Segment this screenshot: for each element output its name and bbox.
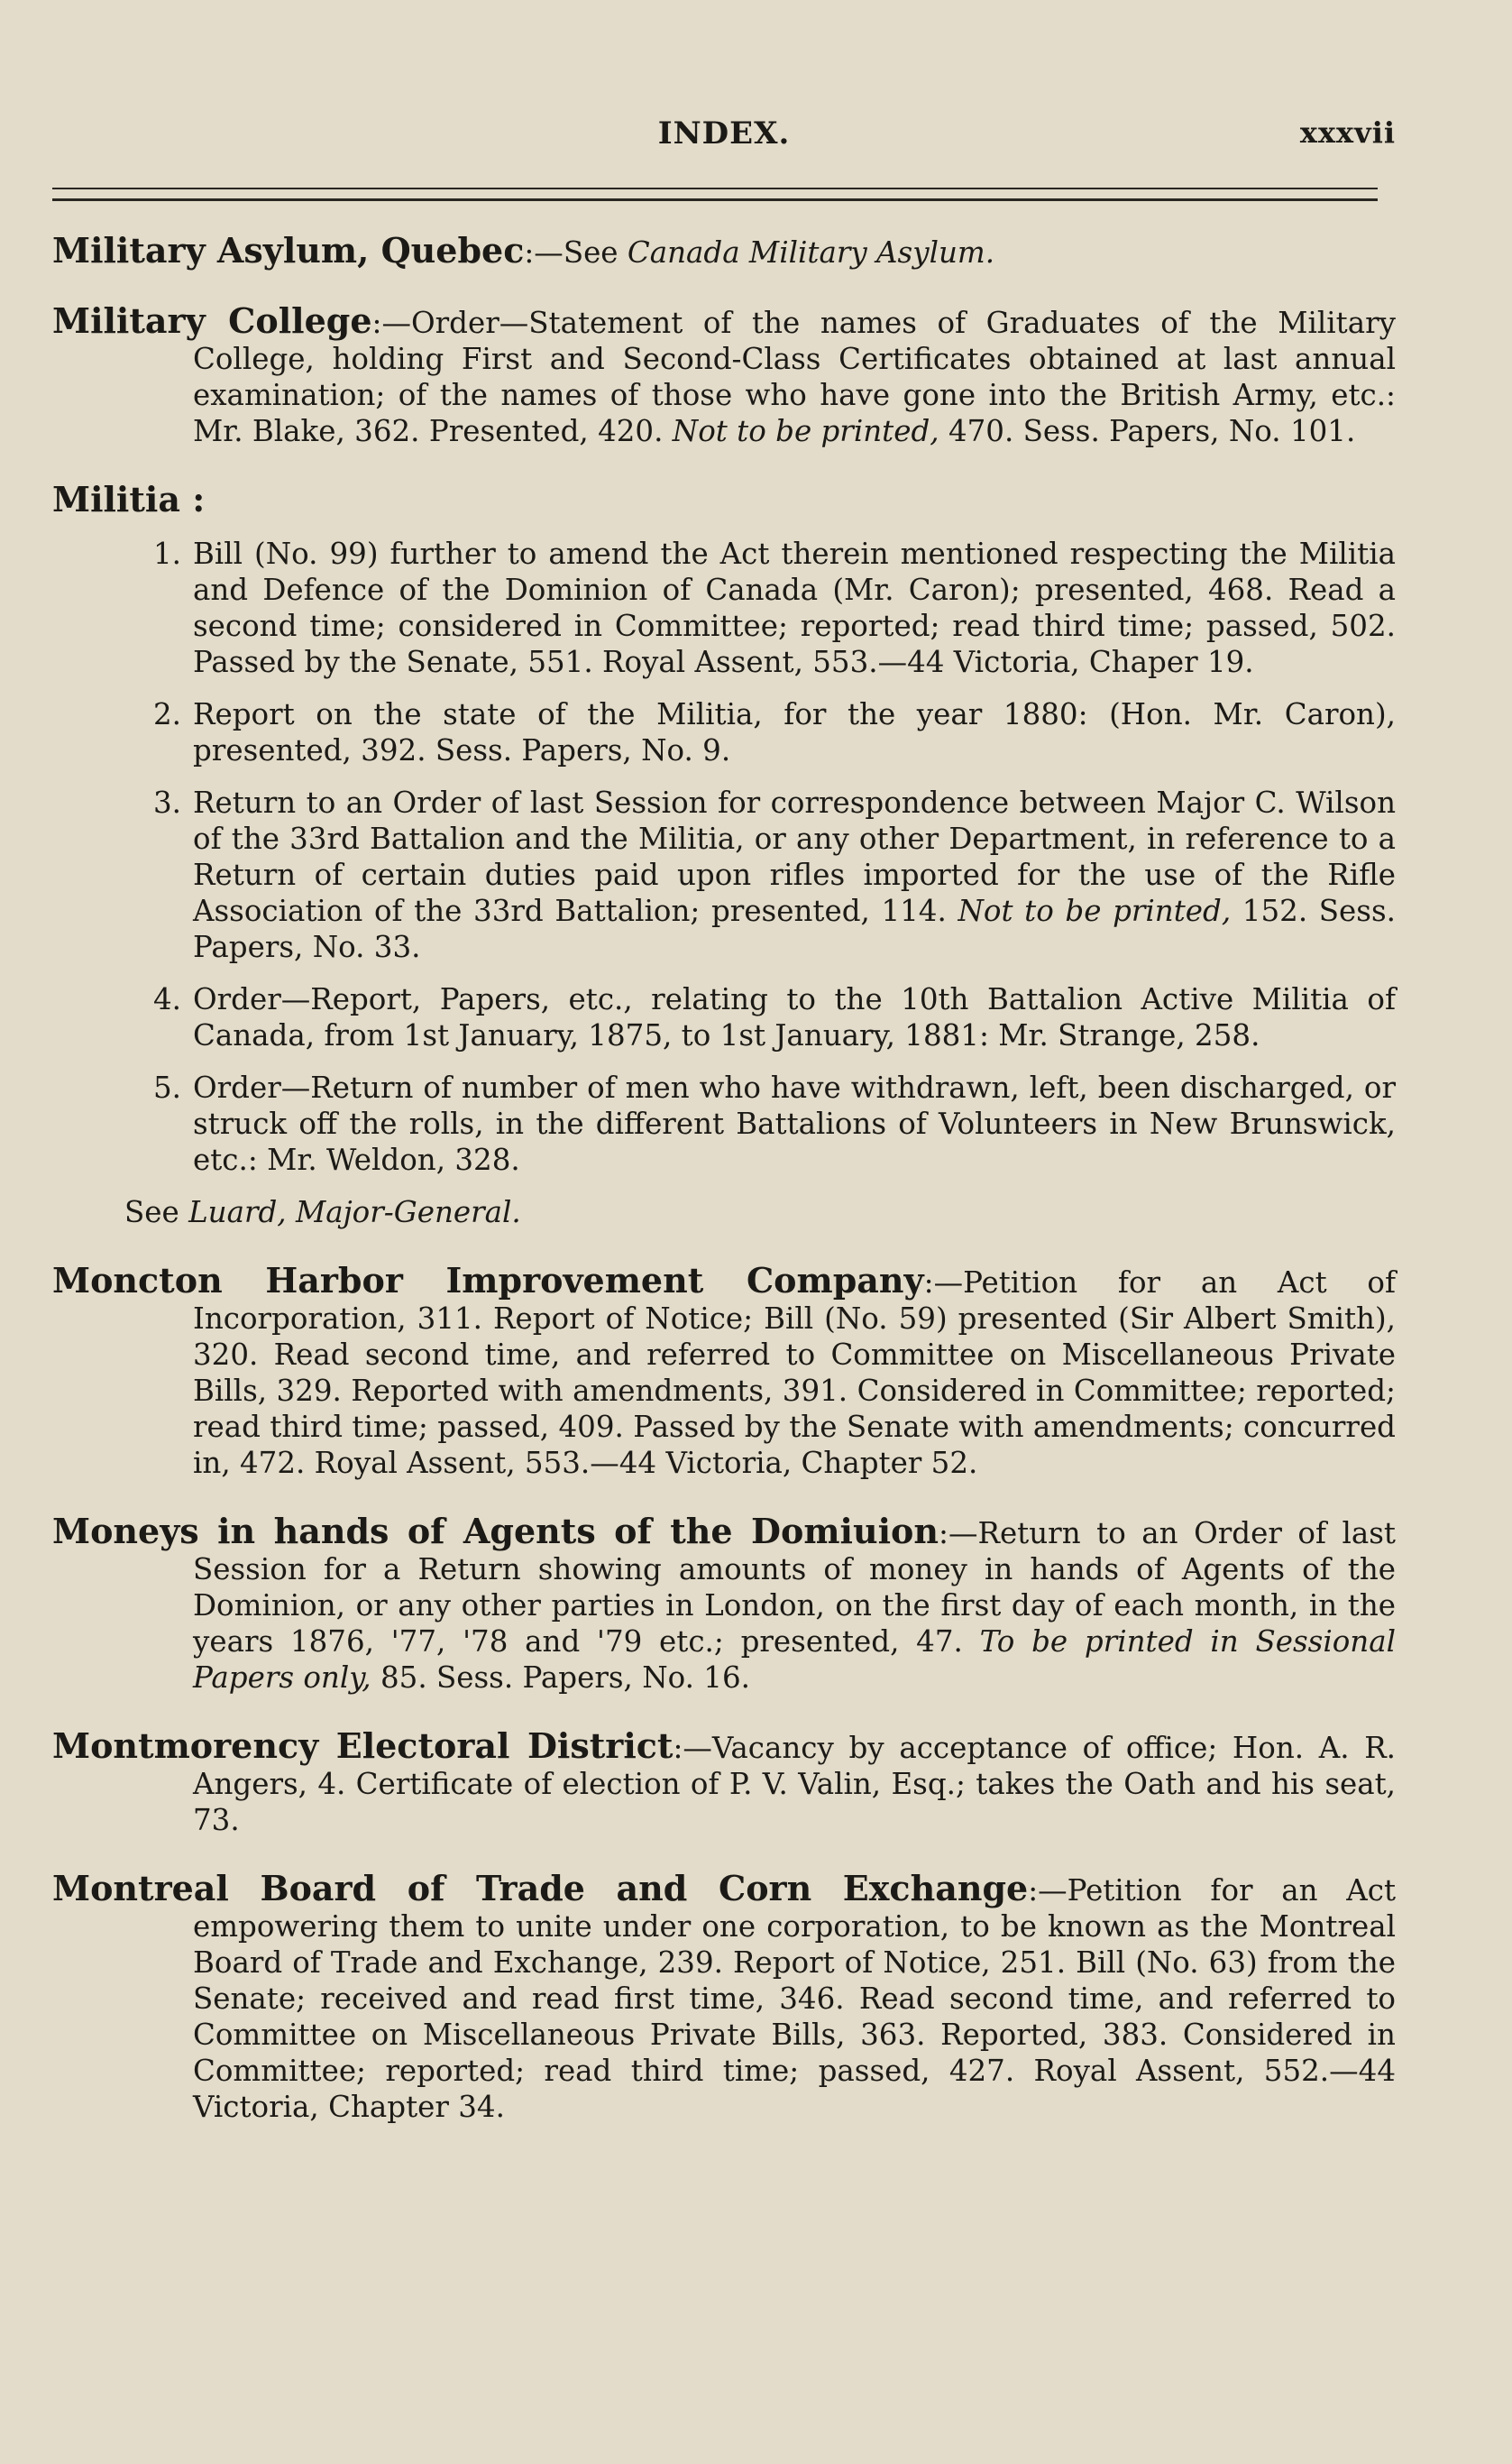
entry-separator: :— [371, 306, 411, 340]
see-also [52, 1194, 1396, 1230]
entry-term: Militia [52, 479, 180, 519]
entry-body: Petition for an Act empowering them to unite under one corporation, to be known as the Montreal Board of Trade and Exchange, 239. Report of Notice, 251. Bill (No. 63) from the Senate; received and read first time, 346. Read second time, and referred to Committee on Miscellaneous Private Bills, 363. Reported, 383. Considered in Committee; reported; read third time; passed, 427. Royal Assent, 552.—44 Victoria, Chapter 34. [193, 1873, 1396, 2124]
entry-separator: :— [524, 235, 564, 270]
index-entry [52, 479, 1396, 1230]
entry-body: Petition for an Act of Incorporation, 311. Report of Notice; Bill (No. 59) presented (Sir Albert Smith), 320. Read second time, and referred to Committee on Miscellaneous Private Bills, 329. Reported with amendments, 391. Considered in Committee; reported; read third time; passed, 409. Passed by the Senate with amendments; concurred in, 472. Royal Assent, 553.—44 Victoria, Chapter 52. [193, 1265, 1397, 1480]
entry-term: Montmorency Electoral District [52, 1725, 674, 1766]
index-entry [52, 300, 1397, 449]
header-rule-thick [52, 198, 1378, 201]
entry-body: 470. Sess. Papers, No. 101. [939, 414, 1356, 448]
sub-entry-number: 2. [153, 697, 182, 731]
entry-body: Return to an Order of last Session for a Return showing amounts of money in hands of Agents of the Dominion, or any other parties in London, on the first day of each month, in the years 1876, '77, '78 and '79 etc.; presented, 47. [193, 1516, 1396, 1659]
see-label: See [124, 1195, 189, 1229]
page-title: INDEX. [657, 115, 791, 152]
index-entry [52, 1868, 1396, 2125]
header-rule-thin [52, 188, 1378, 189]
entry-term: Moneys in hands of Agents of the Domiuion [52, 1511, 939, 1551]
sub-entry-body: Order—Report, Papers, etc., relating to the 10th Battalion Active Militia of Canada, from 1st January, 1875, to 1st January, 1881: Mr. Strange, 258. [193, 982, 1396, 1053]
entry-separator: :— [673, 1731, 712, 1765]
sub-entry-italic-note: Not to be printed, [958, 894, 1232, 928]
sub-entry [52, 1070, 1396, 1178]
index-entry [52, 1513, 1396, 1696]
sub-entry-number: 3. [153, 786, 182, 820]
sub-entry-body: 152. Sess. Papers, No. 33. [193, 894, 1396, 964]
index-entry [52, 1260, 1397, 1481]
entry-text [52, 479, 1396, 519]
entry-term: Military Asylum, Quebec [52, 230, 525, 271]
entry-separator: :— [939, 1516, 978, 1550]
entry-term: Moncton Harbor Improvement Company [52, 1260, 924, 1301]
entry-separator: :— [1028, 1873, 1068, 1908]
entry-separator: :— [923, 1265, 964, 1300]
sub-entry-body: Report on the state of the Militia, for the year 1880: (Hon. Mr. Caron), presented, 392. Sess. Papers, No. 9. [193, 697, 1396, 768]
entry-text [52, 300, 1397, 449]
page-header [52, 115, 1396, 170]
entry-body: See [563, 235, 628, 270]
sub-entry-body: Return to an Order of last Session for correspondence between Major C. Wilson of the 33rd Battalion and the Militia, or any other Department, in reference to a Return of certain duties paid upon rifles imported for the use of the Rifle Association of the 33rd Battalion; presented, 114. [193, 786, 1396, 928]
sub-entry-number: 5. [153, 1071, 182, 1105]
entry-body: 85. Sess. Papers, No. 16. [371, 1660, 750, 1695]
entry-text [52, 1868, 1396, 2125]
entry-separator: : [179, 479, 206, 519]
sub-entry [52, 536, 1396, 680]
entry-text [52, 1260, 1397, 1481]
entry-italic-note: To be printed in Sessional Papers only, [193, 1624, 1396, 1695]
see-cross-reference: Luard, Major-General. [188, 1195, 521, 1229]
index-entry [52, 1725, 1396, 1838]
sub-entry-number: 4. [153, 982, 182, 1016]
entry-body: Order—Statement of the names of Graduates of the Military College, holding First and Second-Class Certificates obtained at last annual examination; of the names of those who have gone into the British Army, etc.: Mr. Blake, 362. Presented, 420. [193, 306, 1397, 448]
sub-entry-number: 1. [153, 537, 182, 571]
entry-term: Montreal Board of Trade and Corn Exchange [52, 1868, 1029, 1908]
sub-entry-body: Order—Return of number of men who have withdrawn, left, been discharged, or struck off the rolls, in the different Battalions of Volunteers in New Brunswick, etc.: Mr. Weldon, 328. [193, 1071, 1396, 1177]
entry-cross-reference: Canada Military Asylum. [627, 235, 995, 270]
page-number: xxxvii [1299, 115, 1396, 150]
index-entry [52, 230, 1396, 271]
index-entries [52, 230, 1397, 2157]
sub-entry-body: Bill (No. 99) further to amend the Act therein mentioned respecting the Militia and Defence of the Dominion of Canada (Mr. Caron); presented, 468. Read a second time; considered in Committee; reported; read third time; passed, 502. Passed by the Senate, 551. Royal Assent, 553.—44 Victoria, Chaper 19. [193, 537, 1396, 679]
index-page [52, 0, 1396, 2464]
entry-italic-note: Not to be printed, [672, 414, 939, 448]
entry-text [52, 1513, 1396, 1696]
entry-text [52, 1725, 1396, 1838]
sub-entry [52, 981, 1396, 1053]
entry-body: Vacancy by acceptance of office; Hon. A. R. Angers, 4. Certificate of election of P. V. Valin, Esq.; takes the Oath and his seat, 73. [193, 1731, 1396, 1837]
entry-term: Military College [52, 300, 372, 341]
sub-entry [52, 785, 1396, 965]
sub-entry [52, 696, 1396, 768]
entry-text [52, 230, 1396, 271]
